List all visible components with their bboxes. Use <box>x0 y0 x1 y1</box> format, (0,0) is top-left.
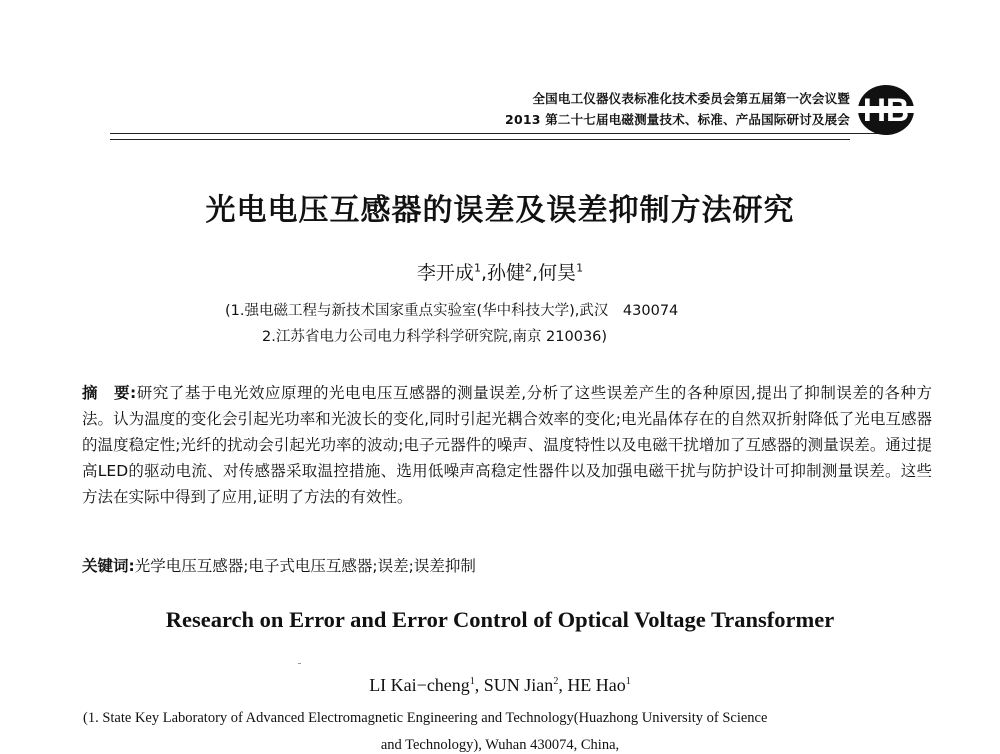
english-affiliation-2: and Technology), Wuhan 430074, China, <box>380 737 620 753</box>
author-name: 孙健 <box>486 262 525 284</box>
english-author-list <box>0 675 1000 696</box>
keywords <box>82 554 476 576</box>
header-rule <box>110 133 885 134</box>
english-author-affiliation-mark: 2 <box>553 676 559 687</box>
affiliation-2: 2.江苏省电力公司电力科学科学研究院,南京 210036) <box>262 329 608 345</box>
author-name: 李开成 <box>416 262 474 284</box>
keywords-label: 关键词: <box>82 557 135 575</box>
header-rule-secondary <box>110 139 850 140</box>
affiliation-1: (1.强电磁工程与新技术国家重点实验室(华中科技大学),武汉 430074 <box>225 303 679 319</box>
english-author-affiliation-mark: 1 <box>625 676 631 687</box>
author-affiliation-mark: 1 <box>576 261 584 275</box>
abstract-label: 摘 要: <box>82 384 137 402</box>
abstract-text: 研究了基于电光效应原理的光电电压互感器的测量误差,分析了这些误差产生的各种原因,提出了抑制误差的各种方法。认为温度的变化会引起光功率和光波长的变化,同时引起光耦合效率的变化;电光晶体存在的自然双折射降低了光电互感器的温度稳定性;光纤的扰动会引起光功率的波动;电子元器件的噪声、温度特性以及电磁干扰增加了互感器的测量误差。通过提高LED的驱动电流、对传感器采取温控措施、选用低噪声高稳定性器件以及加强电磁干扰与防护设计可抑制测量误差。这些方法在实际中得到了应用,证明了方法的有效性。 <box>82 384 933 506</box>
author-separator: , <box>480 262 487 284</box>
author-affiliation-mark: 2 <box>525 261 532 275</box>
english-title: Research on Error and Error Control of Optical Voltage Transformer <box>165 607 835 632</box>
speck <box>298 663 301 664</box>
paper-title: 光电电压互感器的误差及误差抑制方法研究 <box>205 193 795 228</box>
author-name: 何昊 <box>538 262 577 284</box>
svg-text:HB: HB <box>862 92 910 128</box>
conference-logo <box>855 80 917 140</box>
english-author-name: LI Kai−cheng <box>369 675 470 695</box>
author-separator: , <box>532 262 539 284</box>
english-author-name: , SUN Jian <box>474 675 554 695</box>
english-author-affiliation-mark: 1 <box>469 676 475 687</box>
conference-line-2: 2013 第二十七届电磁测量技术、标准、产品国际研讨及展会 <box>505 112 850 127</box>
english-affiliation-1: (1. State Key Laboratory of Advanced Electromagnetic Engineering and Technology(Huazhong University of Science <box>83 710 768 726</box>
page-header <box>0 0 1000 150</box>
author-affiliation-mark: 1 <box>473 261 481 275</box>
author-list <box>0 258 1000 285</box>
keywords-text: 光学电压互感器;电子式电压互感器;误差;误差抑制 <box>134 557 476 575</box>
conference-line-1: 全国电工仪器仪表标准化技术委员会第五届第一次会议暨 <box>532 91 850 106</box>
abstract <box>82 380 932 510</box>
english-author-name: , HE Hao <box>558 675 626 695</box>
